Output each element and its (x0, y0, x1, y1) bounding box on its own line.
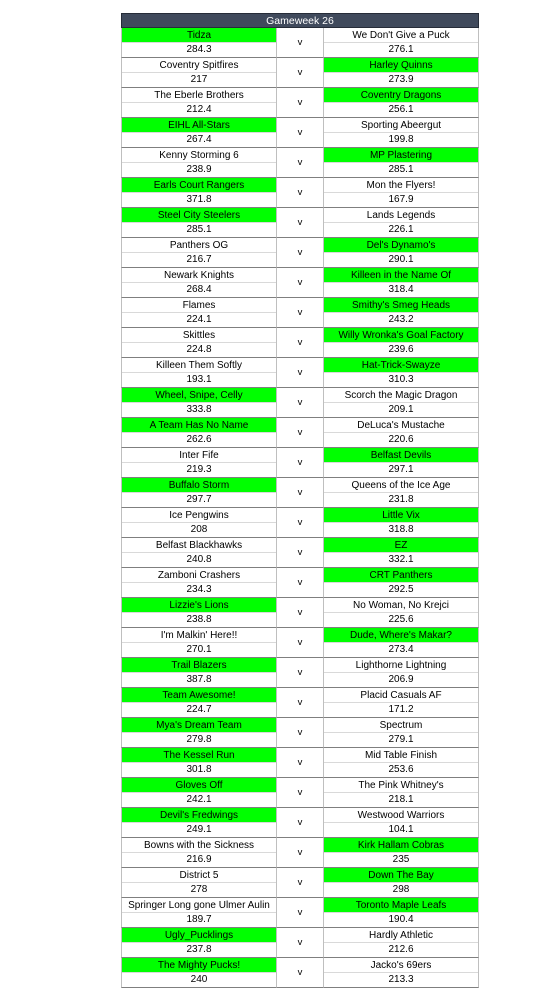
home-team-name: Bowns with the Sickness (122, 838, 276, 853)
home-team-score: 224.1 (186, 314, 212, 325)
away-team-score: 225.6 (388, 614, 414, 625)
home-team-cell (121, 178, 276, 208)
home-team-score: 284.3 (186, 44, 212, 55)
home-team-score: 240 (190, 974, 208, 985)
away-team-score: 276.1 (388, 44, 414, 55)
away-team-cell (324, 238, 479, 268)
matches-list (121, 28, 479, 988)
away-team-cell (324, 958, 479, 988)
away-team-cell (324, 28, 479, 58)
home-team-score: 237.8 (186, 944, 212, 955)
away-team-cell (324, 298, 479, 328)
away-team-score: 226.1 (388, 224, 414, 235)
home-team-score: 238.9 (186, 164, 212, 175)
match-row (121, 238, 479, 268)
away-team-score: 256.1 (388, 104, 414, 115)
versus-label: v (276, 568, 324, 598)
home-team-cell (121, 778, 276, 808)
away-team-score: 206.9 (388, 674, 414, 685)
away-team-score: 273.9 (388, 74, 414, 85)
away-team-name: Hat-Trick-Swayze (324, 358, 478, 373)
match-row (121, 298, 479, 328)
versus-label: v (276, 448, 324, 478)
away-team-score: 209.1 (388, 404, 414, 415)
away-team-name: Dude, Where's Makar? (324, 628, 478, 643)
match-row (121, 868, 479, 898)
away-team-cell (324, 478, 479, 508)
away-team-cell (324, 148, 479, 178)
versus-label: v (276, 778, 324, 808)
home-team-score: 238.8 (186, 614, 212, 625)
away-team-score: 171.2 (388, 704, 414, 715)
away-team-cell (324, 268, 479, 298)
home-team-name: Belfast Blackhawks (122, 538, 276, 553)
away-team-cell (324, 448, 479, 478)
away-team-score: 298 (392, 884, 410, 895)
home-team-name: Inter Fife (122, 448, 276, 463)
match-row (121, 568, 479, 598)
away-team-score: 292.5 (388, 584, 414, 595)
home-team-score: 262.6 (186, 434, 212, 445)
home-team-score: 217 (190, 74, 208, 85)
away-team-name: Harley Quinns (324, 58, 478, 73)
home-team-name: Coventry Spitfires (122, 58, 276, 73)
away-team-cell (324, 808, 479, 838)
away-team-cell (324, 838, 479, 868)
away-team-score: 235 (392, 854, 410, 865)
home-team-cell (121, 598, 276, 628)
match-row (121, 118, 479, 148)
match-row (121, 268, 479, 298)
gameweek-header: Gameweek 26 (121, 13, 479, 28)
versus-label: v (276, 688, 324, 718)
home-team-name: Team Awesome! (122, 688, 276, 703)
match-row (121, 538, 479, 568)
away-team-cell (324, 628, 479, 658)
match-row (121, 898, 479, 928)
home-team-score: 219.3 (186, 464, 212, 475)
match-row (121, 328, 479, 358)
home-team-name: The Eberle Brothers (122, 88, 276, 103)
away-team-name: Del's Dynamo's (324, 238, 478, 253)
away-team-score: 285.1 (388, 164, 414, 175)
match-row (121, 838, 479, 868)
home-team-cell (121, 538, 276, 568)
home-team-cell (121, 478, 276, 508)
home-team-name: Killeen Them Softly (122, 358, 276, 373)
away-team-cell (324, 688, 479, 718)
home-team-score: 216.7 (186, 254, 212, 265)
versus-label: v (276, 958, 324, 988)
home-team-score: 279.8 (186, 734, 212, 745)
away-team-name: Coventry Dragons (324, 88, 478, 103)
home-team-name: Wheel, Snipe, Celly (122, 388, 276, 403)
home-team-cell (121, 658, 276, 688)
versus-label: v (276, 598, 324, 628)
home-team-score: 242.1 (186, 794, 212, 805)
away-team-name: Lighthorne Lightning (324, 658, 478, 673)
home-team-score: 212.4 (186, 104, 212, 115)
home-team-score: 297.7 (186, 494, 212, 505)
home-team-cell (121, 88, 276, 118)
home-team-score: 387.8 (186, 674, 212, 685)
versus-label: v (276, 178, 324, 208)
away-team-name: No Woman, No Krejci (324, 598, 478, 613)
match-row (121, 658, 479, 688)
home-team-score: 285.1 (186, 224, 212, 235)
away-team-score: 297.1 (388, 464, 414, 475)
away-team-cell (324, 88, 479, 118)
versus-label: v (276, 508, 324, 538)
home-team-cell (121, 238, 276, 268)
away-team-cell (324, 328, 479, 358)
home-team-cell (121, 28, 276, 58)
versus-label: v (276, 718, 324, 748)
versus-label: v (276, 748, 324, 778)
versus-label: v (276, 358, 324, 388)
match-row (121, 358, 479, 388)
home-team-name: Buffalo Storm (122, 478, 276, 493)
away-team-name: EZ (324, 538, 478, 553)
match-row (121, 748, 479, 778)
home-team-cell (121, 448, 276, 478)
match-row (121, 58, 479, 88)
match-row (121, 808, 479, 838)
away-team-name: Belfast Devils (324, 448, 478, 463)
home-team-score: 371.8 (186, 194, 212, 205)
match-row (121, 28, 479, 58)
match-row (121, 508, 479, 538)
away-team-cell (324, 538, 479, 568)
match-row (121, 148, 479, 178)
home-team-name: Devil's Fredwings (122, 808, 276, 823)
home-team-name: Earls Court Rangers (122, 178, 276, 193)
versus-label: v (276, 898, 324, 928)
home-team-cell (121, 118, 276, 148)
match-row (121, 388, 479, 418)
versus-label: v (276, 928, 324, 958)
home-team-name: Gloves Off (122, 778, 276, 793)
away-team-score: 273.4 (388, 644, 414, 655)
versus-label: v (276, 478, 324, 508)
away-team-cell (324, 748, 479, 778)
versus-label: v (276, 388, 324, 418)
away-team-score: 218.1 (388, 794, 414, 805)
away-team-name: Mon the Flyers! (324, 178, 478, 193)
versus-label: v (276, 808, 324, 838)
away-team-cell (324, 358, 479, 388)
home-team-score: 193.1 (186, 374, 212, 385)
versus-label: v (276, 628, 324, 658)
home-team-cell (121, 208, 276, 238)
away-team-score: 253.6 (388, 764, 414, 775)
away-team-cell (324, 178, 479, 208)
away-team-name: Kirk Hallam Cobras (324, 838, 478, 853)
home-team-name: EIHL All-Stars (122, 118, 276, 133)
away-team-name: Toronto Maple Leafs (324, 898, 478, 913)
away-team-cell (324, 58, 479, 88)
home-team-name: Springer Long gone Ulmer Aulin (122, 898, 276, 913)
away-team-score: 231.8 (388, 494, 414, 505)
away-team-score: 332.1 (388, 554, 414, 565)
away-team-score: 190.4 (388, 914, 414, 925)
away-team-name: Down The Bay (324, 868, 478, 883)
home-team-cell (121, 148, 276, 178)
home-team-cell (121, 628, 276, 658)
away-team-cell (324, 598, 479, 628)
away-team-name: Scorch the Magic Dragon (324, 388, 478, 403)
home-team-name: Newark Knights (122, 268, 276, 283)
home-team-name: Ugly_Pucklings (122, 928, 276, 943)
away-team-name: We Don't Give a Puck (324, 28, 478, 43)
home-team-cell (121, 958, 276, 988)
away-team-score: 220.6 (388, 434, 414, 445)
away-team-cell (324, 658, 479, 688)
versus-label: v (276, 28, 324, 58)
away-team-name: MP Plastering (324, 148, 478, 163)
away-team-name: Jacko's 69ers (324, 958, 478, 973)
match-row (121, 598, 479, 628)
home-team-name: Lizzie's Lions (122, 598, 276, 613)
away-team-score: 290.1 (388, 254, 414, 265)
home-team-name: A Team Has No Name (122, 418, 276, 433)
away-team-name: The Pink Whitney's (324, 778, 478, 793)
away-team-cell (324, 118, 479, 148)
away-team-name: DeLuca's Mustache (324, 418, 478, 433)
home-team-cell (121, 868, 276, 898)
away-team-score: 199.8 (388, 134, 414, 145)
match-row (121, 718, 479, 748)
away-team-name: Smithy's Smeg Heads (324, 298, 478, 313)
home-team-score: 268.4 (186, 284, 212, 295)
versus-label: v (276, 58, 324, 88)
away-team-cell (324, 568, 479, 598)
match-row (121, 418, 479, 448)
away-team-name: Little Vix (324, 508, 478, 523)
versus-label: v (276, 658, 324, 688)
home-team-cell (121, 268, 276, 298)
home-team-cell (121, 928, 276, 958)
home-team-name: Zamboni Crashers (122, 568, 276, 583)
away-team-score: 167.9 (388, 194, 414, 205)
home-team-score: 208 (190, 524, 208, 535)
away-team-name: Spectrum (324, 718, 478, 733)
home-team-cell (121, 508, 276, 538)
home-team-cell (121, 898, 276, 928)
versus-label: v (276, 88, 324, 118)
versus-label: v (276, 148, 324, 178)
away-team-score: 104.1 (388, 824, 414, 835)
away-team-cell (324, 418, 479, 448)
home-team-name: The Mighty Pucks! (122, 958, 276, 973)
away-team-score: 318.8 (388, 524, 414, 535)
away-team-name: Westwood Warriors (324, 808, 478, 823)
home-team-cell (121, 358, 276, 388)
match-row (121, 778, 479, 808)
home-team-name: Trail Blazers (122, 658, 276, 673)
away-team-name: CRT Panthers (324, 568, 478, 583)
versus-label: v (276, 208, 324, 238)
versus-label: v (276, 868, 324, 898)
home-team-name: Mya's Dream Team (122, 718, 276, 733)
match-row (121, 208, 479, 238)
versus-label: v (276, 298, 324, 328)
home-team-name: Tidza (122, 28, 276, 43)
away-team-cell (324, 898, 479, 928)
away-team-name: Killeen in the Name Of (324, 268, 478, 283)
home-team-name: Panthers OG (122, 238, 276, 253)
away-team-cell (324, 508, 479, 538)
home-team-score: 189.7 (186, 914, 212, 925)
home-team-score: 216.9 (186, 854, 212, 865)
home-team-cell (121, 298, 276, 328)
match-row (121, 928, 479, 958)
home-team-score: 224.7 (186, 704, 212, 715)
home-team-name: Ice Pengwins (122, 508, 276, 523)
away-team-cell (324, 208, 479, 238)
home-team-cell (121, 418, 276, 448)
away-team-name: Sporting Abeergut (324, 118, 478, 133)
home-team-name: District 5 (122, 868, 276, 883)
away-team-name: Willy Wronka's Goal Factory (324, 328, 478, 343)
home-team-cell (121, 688, 276, 718)
home-team-cell (121, 838, 276, 868)
home-team-cell (121, 388, 276, 418)
away-team-cell (324, 718, 479, 748)
away-team-cell (324, 388, 479, 418)
away-team-score: 318.4 (388, 284, 414, 295)
home-team-score: 224.8 (186, 344, 212, 355)
home-team-name: Flames (122, 298, 276, 313)
home-team-cell (121, 328, 276, 358)
away-team-score: 212.6 (388, 944, 414, 955)
versus-label: v (276, 118, 324, 148)
away-team-score: 279.1 (388, 734, 414, 745)
away-team-score: 310.3 (388, 374, 414, 385)
home-team-name: Kenny Storming 6 (122, 148, 276, 163)
versus-label: v (276, 418, 324, 448)
match-row (121, 478, 479, 508)
away-team-score: 239.6 (388, 344, 414, 355)
versus-label: v (276, 838, 324, 868)
home-team-score: 267.4 (186, 134, 212, 145)
home-team-cell (121, 808, 276, 838)
home-team-name: Steel City Steelers (122, 208, 276, 223)
versus-label: v (276, 538, 324, 568)
home-team-name: The Kessel Run (122, 748, 276, 763)
match-row (121, 688, 479, 718)
home-team-cell (121, 568, 276, 598)
match-row (121, 628, 479, 658)
home-team-name: Skittles (122, 328, 276, 343)
away-team-cell (324, 928, 479, 958)
home-team-cell (121, 718, 276, 748)
away-team-cell (324, 868, 479, 898)
home-team-cell (121, 58, 276, 88)
away-team-name: Lands Legends (324, 208, 478, 223)
away-team-cell (324, 778, 479, 808)
away-team-name: Mid Table Finish (324, 748, 478, 763)
versus-label: v (276, 268, 324, 298)
away-team-name: Hardly Athletic (324, 928, 478, 943)
away-team-score: 213.3 (388, 974, 414, 985)
away-team-score: 243.2 (388, 314, 414, 325)
versus-label: v (276, 328, 324, 358)
match-row (121, 88, 479, 118)
home-team-cell (121, 748, 276, 778)
match-row (121, 958, 479, 988)
home-team-score: 240.8 (186, 554, 212, 565)
home-team-score: 333.8 (186, 404, 212, 415)
fixtures-sheet (121, 13, 479, 988)
home-team-score: 301.8 (186, 764, 212, 775)
home-team-score: 249.1 (186, 824, 212, 835)
home-team-name: I'm Malkin' Here!! (122, 628, 276, 643)
match-row (121, 448, 479, 478)
away-team-name: Queens of the Ice Age (324, 478, 478, 493)
match-row (121, 178, 479, 208)
versus-label: v (276, 238, 324, 268)
away-team-name: Placid Casuals AF (324, 688, 478, 703)
home-team-score: 270.1 (186, 644, 212, 655)
home-team-score: 234.3 (186, 584, 212, 595)
home-team-score: 278 (190, 884, 208, 895)
